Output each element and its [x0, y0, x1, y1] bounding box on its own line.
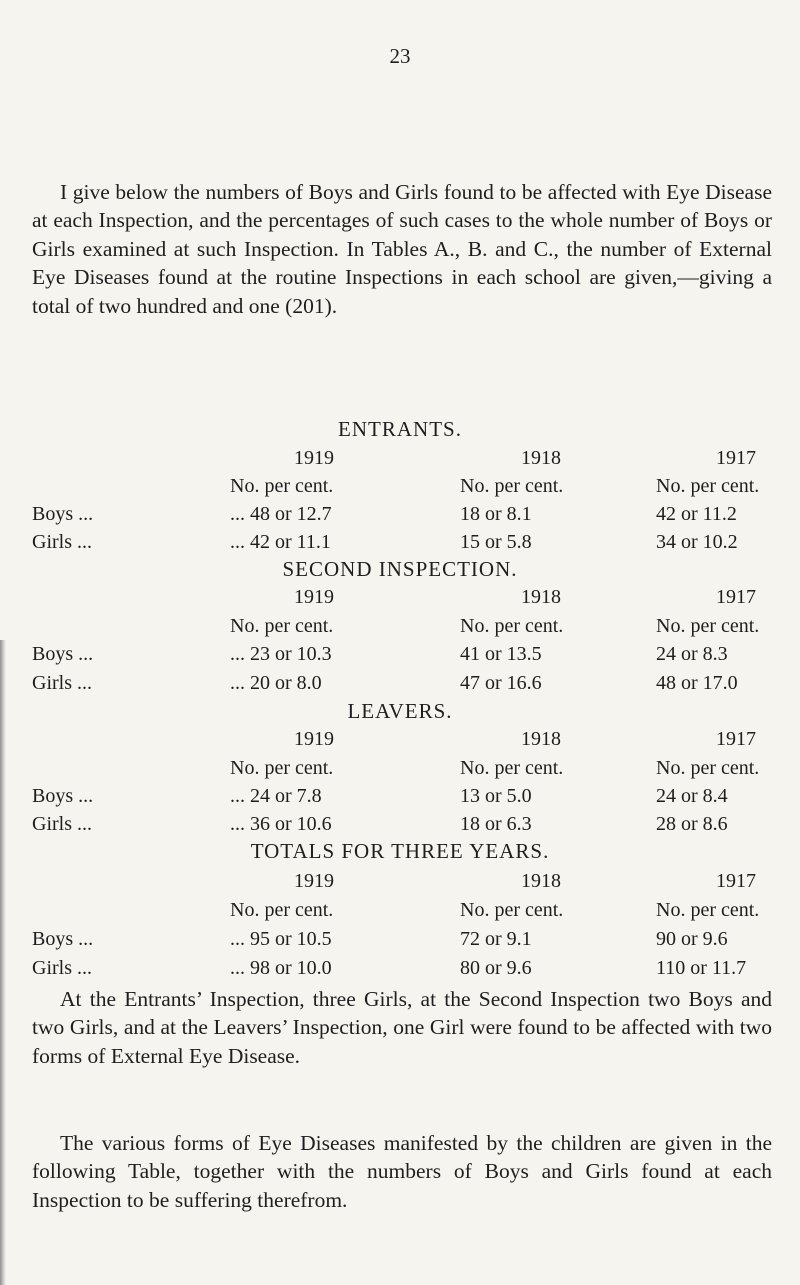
- totals-heading: TOTALS FOR THREE YEARS.: [250, 839, 550, 863]
- page-number: 23: [389, 44, 411, 68]
- totals-girls-row: [0, 957, 800, 983]
- year-1917: 1917: [716, 447, 756, 469]
- year-1919: 1919: [294, 728, 334, 750]
- column-header: No. per cent.: [230, 475, 334, 497]
- cell-1919: ... 23 or 10.3: [230, 643, 332, 665]
- row-label: Girls ...: [32, 957, 92, 979]
- column-header: No. per cent.: [656, 757, 760, 779]
- cell-1919: ... 20 or 8.0: [230, 672, 322, 694]
- column-header: No. per cent.: [460, 615, 564, 637]
- row-label: Girls ...: [32, 672, 92, 694]
- year-1918: 1918: [521, 586, 561, 608]
- column-header: No. per cent.: [460, 757, 564, 779]
- year-1918: 1918: [521, 447, 561, 469]
- row-label: Boys ...: [32, 503, 94, 525]
- entrants-boys-row: [0, 503, 800, 529]
- column-header: No. per cent.: [656, 615, 760, 637]
- closing-paragraph-2: The various forms of Eye Diseases manifested by the children are given in the following Table, together with the numbers of Boys and Girls found at each Inspection to be suffering therefrom.: [32, 1131, 772, 1212]
- cell-1917: 48 or 17.0: [656, 672, 738, 694]
- cell-1917: 28 or 8.6: [656, 813, 728, 835]
- second-boys-row: [0, 643, 800, 669]
- cell-1917: 110 or 11.7: [656, 957, 747, 979]
- leavers-column-header-row: [0, 757, 800, 783]
- cell-1917: 90 or 9.6: [656, 928, 728, 950]
- cell-1918: 18 or 6.3: [460, 813, 532, 835]
- cell-1919: ... 95 or 10.5: [230, 928, 332, 950]
- entrants-heading: ENTRANTS.: [338, 417, 462, 441]
- cell-1917: 34 or 10.2: [656, 531, 738, 553]
- row-label: Girls ...: [32, 531, 92, 553]
- cell-1917: 24 or 8.3: [656, 643, 728, 665]
- year-1917: 1917: [716, 870, 756, 892]
- column-header: No. per cent.: [230, 899, 334, 921]
- row-label: Girls ...: [32, 813, 92, 835]
- leavers-heading: LEAVERS.: [347, 699, 453, 723]
- cell-1919: ... 24 or 7.8: [230, 785, 322, 807]
- year-1918: 1918: [521, 870, 561, 892]
- cell-1918: 15 or 5.8: [460, 531, 532, 553]
- second-column-header-row: [0, 615, 800, 641]
- year-1919: 1919: [294, 870, 334, 892]
- column-header: No. per cent.: [230, 615, 334, 637]
- row-label: Boys ...: [32, 928, 94, 950]
- intro-paragraph: I give below the numbers of Boys and Girls found to be affected with Eye Disease at each Inspection, and the percentages of such cases to the whole number of Boys or Girls examined at such Inspection. In Tables A., B. and C., the number of External Eye Diseases found at the routine Inspections in each school are given,—giving a total of two hundred and one (201).: [32, 180, 772, 318]
- second-year-row: [0, 586, 800, 612]
- column-header: No. per cent.: [656, 899, 760, 921]
- year-1919: 1919: [294, 586, 334, 608]
- totals-year-row: [0, 870, 800, 896]
- cell-1917: 24 or 8.4: [656, 785, 728, 807]
- cell-1919: ... 98 or 10.0: [230, 957, 332, 979]
- leavers-year-row: [0, 728, 800, 754]
- entrants-girls-row: [0, 531, 800, 557]
- cell-1919: ... 36 or 10.6: [230, 813, 332, 835]
- cell-1918: 72 or 9.1: [460, 928, 532, 950]
- cell-1919: ... 42 or 11.1: [230, 531, 331, 553]
- totals-boys-row: [0, 928, 800, 954]
- cell-1918: 47 or 16.6: [460, 672, 542, 694]
- cell-1918: 41 or 13.5: [460, 643, 542, 665]
- second-girls-row: [0, 672, 800, 698]
- year-1918: 1918: [521, 728, 561, 750]
- column-header: No. per cent.: [460, 475, 564, 497]
- year-1917: 1917: [716, 728, 756, 750]
- year-1917: 1917: [716, 586, 756, 608]
- totals-column-header-row: [0, 899, 800, 925]
- column-header: No. per cent.: [230, 757, 334, 779]
- second-inspection-heading: SECOND INSPECTION.: [282, 557, 518, 581]
- cell-1917: 42 or 11.2: [656, 503, 737, 525]
- cell-1918: 18 or 8.1: [460, 503, 532, 525]
- entrants-column-header-row: [0, 475, 800, 501]
- closing-paragraph-1: At the Entrants’ Inspection, three Girls, at the Second Inspection two Boys and two Girls, and at the Leavers’ Inspection, one Girl were found to be affected with two forms of External Eye Disease.: [32, 987, 772, 1068]
- cell-1919: ... 48 or 12.7: [230, 503, 332, 525]
- year-1919: 1919: [294, 447, 334, 469]
- leavers-boys-row: [0, 785, 800, 811]
- row-label: Boys ...: [32, 785, 94, 807]
- cell-1918: 80 or 9.6: [460, 957, 532, 979]
- column-header: No. per cent.: [656, 475, 760, 497]
- column-header: No. per cent.: [460, 899, 564, 921]
- row-label: Boys ...: [32, 643, 94, 665]
- entrants-year-row: [0, 447, 800, 473]
- cell-1918: 13 or 5.0: [460, 785, 532, 807]
- leavers-girls-row: [0, 813, 800, 839]
